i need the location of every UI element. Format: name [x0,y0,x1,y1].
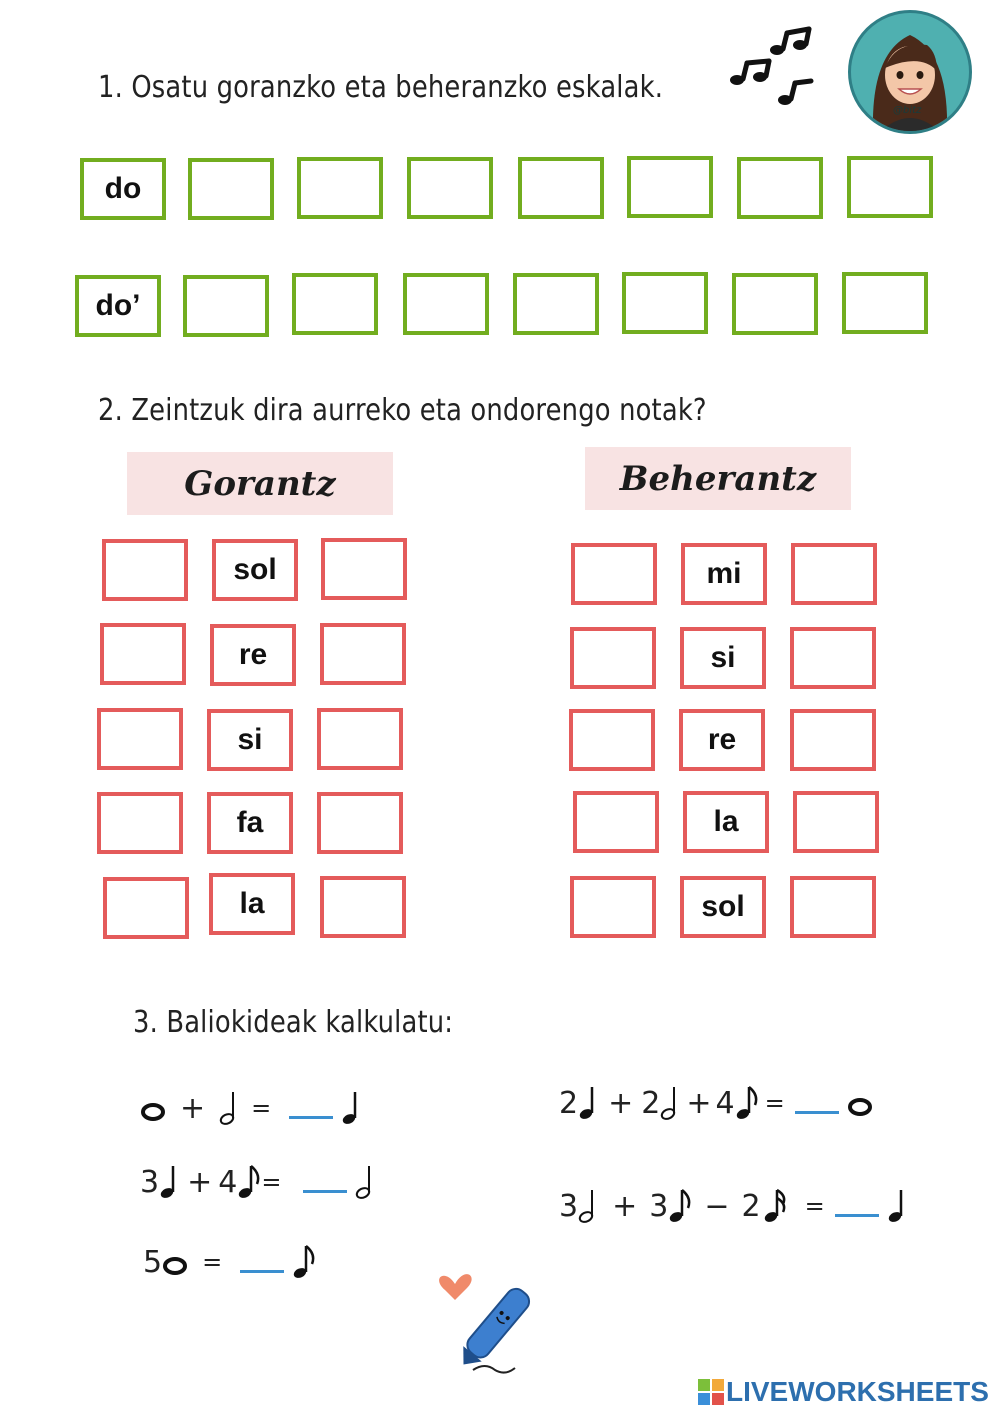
quarter-note-icon [159,1162,181,1202]
whole-note-icon [162,1242,188,1282]
up-before-4[interactable] [97,792,183,854]
equation-4 [559,1083,873,1123]
eq3-answer-blank[interactable] [240,1252,284,1273]
up-before-3[interactable] [97,708,183,770]
eq2-plus: + [187,1164,213,1200]
eq5-equals: = [804,1192,825,1220]
down-after-3[interactable] [790,709,876,771]
eq4-coef1: 2 [559,1085,579,1121]
up-note-3: si [207,709,293,771]
eq5-answer-blank[interactable] [835,1196,879,1217]
scale-up-box-5[interactable] [518,157,604,219]
up-after-1[interactable] [321,538,407,600]
scale-down-box-1: do’ [75,275,161,337]
down-label-text: Beherantz [619,458,817,499]
down-before-4[interactable] [573,791,659,853]
up-after-4[interactable] [317,792,403,854]
scale-up-box-4[interactable] [407,157,493,219]
eq1-plus: + [180,1090,206,1126]
scale-down-box-8[interactable] [842,272,928,334]
scale-up-box-8[interactable] [847,156,933,218]
down-before-3[interactable] [569,709,655,771]
scale-up-box-1: do [80,158,166,220]
down-before-1[interactable] [571,543,657,605]
up-before-2[interactable] [100,623,186,685]
up-note-4: fa [207,792,293,854]
eq2-answer-blank[interactable] [303,1172,347,1193]
down-note-1: mi [681,543,767,605]
eq4-equals: = [764,1089,785,1117]
eq5-minus: − [704,1188,730,1224]
up-before-1[interactable] [102,539,188,601]
down-after-1[interactable] [791,543,877,605]
avatar [848,10,972,134]
down-note-5: sol [680,876,766,938]
equation-2 [140,1162,377,1202]
eq3-equals: = [202,1248,223,1276]
eq5-coef3: 2 [741,1188,761,1224]
down-after-5[interactable] [790,876,876,938]
eq4-coef3: 4 [715,1085,735,1121]
eq4-answer-blank[interactable] [795,1093,839,1114]
up-note-2: re [210,624,296,686]
scale-up-box-6[interactable] [627,156,713,218]
up-label [127,452,393,515]
down-before-2[interactable] [570,627,656,689]
down-note-4: la [683,791,769,853]
down-after-4[interactable] [793,791,879,853]
scale-down-box-2[interactable] [183,275,269,337]
eq2-coef1: 3 [140,1164,160,1200]
half-note-icon [219,1088,241,1128]
eighth-note-icon [668,1186,692,1226]
up-before-5[interactable] [103,877,189,939]
scale-down-box-5[interactable] [513,273,599,335]
whole-note-icon [140,1088,166,1128]
up-after-3[interactable] [317,708,403,770]
scale-up-box-3[interactable] [297,157,383,219]
scale-down-box-4[interactable] [403,273,489,335]
up-after-2[interactable] [320,623,406,685]
half-note-icon [660,1083,682,1123]
scale-up-box-2[interactable] [188,158,274,220]
music-notes-icon [725,25,820,110]
half-note-icon [355,1162,377,1202]
quarter-note-icon [578,1083,600,1123]
eq3-coef1: 5 [143,1244,163,1280]
equation-3 [143,1242,316,1282]
down-note-3: re [679,709,765,771]
eq4-coef2: 2 [641,1085,661,1121]
avatar-signature: @bitz [893,105,922,116]
equation-1 [140,1088,363,1128]
scale-up-box-7[interactable] [737,157,823,219]
liveworksheets-logo-icon [698,1379,724,1405]
up-label-text: Gorantz [184,463,336,504]
eq4-plus2: + [686,1085,712,1121]
up-note-1: sol [212,539,298,601]
scale-down-box-6[interactable] [622,272,708,334]
pen-heart-icon [435,1262,535,1382]
down-note-2: si [680,627,766,689]
scale-down-box-7[interactable] [732,273,818,335]
scale-down-box-3[interactable] [292,273,378,335]
eq5-coef1: 3 [559,1188,579,1224]
section2-title: 2. Zeintzuk dira aurreko eta ondorengo notak? [98,393,707,428]
eq2-coef2: 4 [218,1164,238,1200]
down-before-5[interactable] [570,876,656,938]
down-after-2[interactable] [790,627,876,689]
eq1-equals: = [251,1094,272,1122]
eq5-plus: + [612,1188,638,1224]
up-after-5[interactable] [320,876,406,938]
eq5-coef2: 3 [649,1188,669,1224]
section3-title: 3. Baliokideak kalkulatu: [133,1005,454,1040]
sixteenth-note-icon [761,1186,789,1226]
eq2-equals: = [261,1168,282,1196]
up-note-5: la [209,873,295,935]
down-label [585,447,851,510]
whole-note-icon [847,1083,873,1123]
eighth-note-icon [292,1242,316,1282]
section1-title: 1. Osatu goranzko eta beheranzko eskalak. [98,70,664,105]
eighth-note-icon [735,1083,759,1123]
eighth-note-icon [237,1162,261,1202]
footer-brand [698,1376,989,1408]
eq1-answer-blank[interactable] [289,1098,333,1119]
equation-5 [559,1186,909,1226]
footer-brand-text: LIVEWORKSHEETS [726,1376,989,1407]
quarter-note-icon [887,1186,909,1226]
quarter-note-icon [341,1088,363,1128]
eq4-plus1: + [608,1085,634,1121]
half-note-icon [578,1186,600,1226]
